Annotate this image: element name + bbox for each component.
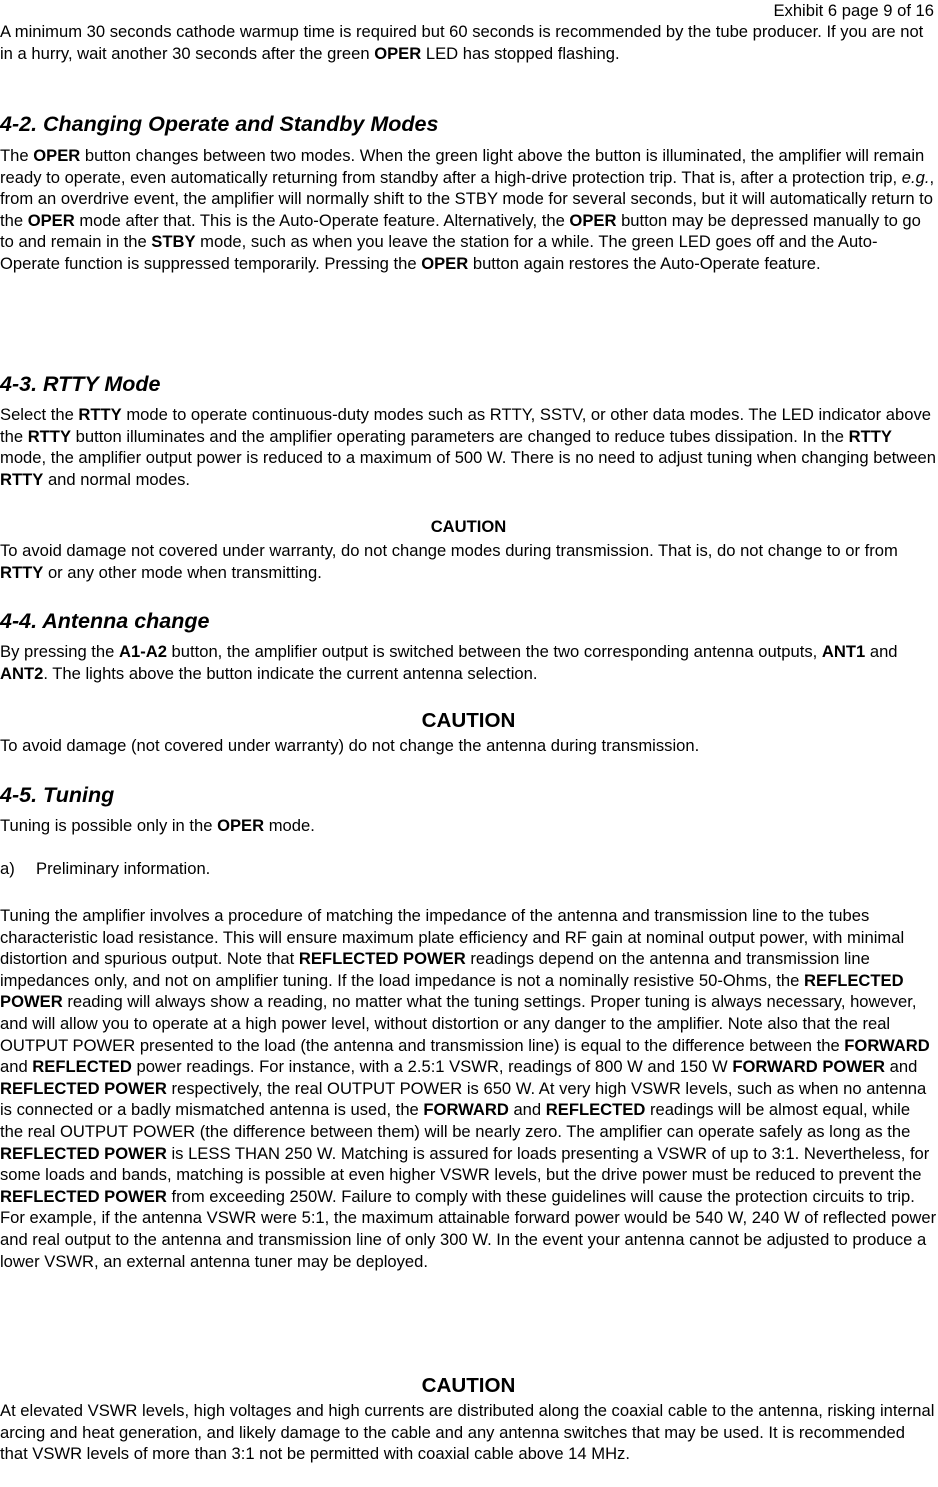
caution-heading-rtty: CAUTION [430, 517, 507, 536]
section-heading-4-4: 4-4. Antenna change [0, 609, 210, 633]
section-heading-4-2: 4-2. Changing Operate and Standby Modes [0, 112, 439, 136]
tuning-details-paragraph: Tuning the amplifier involves a procedure of matching the impedance of the antenna and transmission line to the tubes characteristic load resistance. This will ensure maximum plate efficiency and RF gain at nominal output power, with minimal distortion and spurious output. Note that REFLECTED POWER readings depend on the antenna and transmission line impedances only, and not on amplifier tuning. If the load impedance is not a nominally resistive 50-Ohms, the REFLECTED POWER reading will always show a reading, no matter what the tuning settings. Proper tuning is always necessary, however, and will allow you to operate at a high power level, without distortion or any danger to the amplifier. Note also that the real OUTPUT POWER presented to the load (the antenna and transmission line) is equal to the difference between the FORWARD and REFLECTED power readings. For instance, with a 2.5:1 VSWR, readings of 800 W and 150 W FORWARD POWER and REFLECTED POWER respectively, the real OUTPUT POWER is 650 W. At very high VSWR levels, such as when no antenna is connected or a badly mismatched antenna is used, the FORWARD and REFLECTED readings will be almost equal, while the real OUTPUT POWER (the difference between them) will be nearly zero. The amplifier can operate safely as long as the REFLECTED POWER is LESS THAN 250 W. Matching is assured for loads presenting a VSWR of up to 3:1. Nevertheless, for some loads and bands, matching is possible at even higher VSWR levels, but the drive power must be reduced to prevent the REFLECTED POWER from exceeding 250W. Failure to comply with these guidelines will cause the protection circuits to trip. For example, if the antenna VSWR were 5:1, the maximum attainable forward power would be 540 W, 240 W of reflected power and real output to the antenna and transmission line of only 300 W. In the event your antenna cannot be adjusted to produce a lower VSWR, an external antenna tuner may be deployed. [0, 906, 937, 1271]
list-item [0, 858, 210, 880]
intro-paragraph: A minimum 30 seconds cathode warmup time is required but 60 seconds is recommended by the tube producer. If you are not in a hurry, wait another 30 seconds after the green OPER LED has stopped flashing. [0, 22, 924, 63]
section-heading-4-3: 4-3. RTTY Mode [0, 372, 161, 396]
caution-heading-antenna: CAUTION [421, 709, 516, 732]
caution-text-antenna: To avoid damage (not covered under warranty) do not change the antenna during transmission. [0, 736, 700, 755]
caution-text-rtty: To avoid damage not covered under warranty, do not change modes during transmission. That is, do not change to or from RTTY or any other mode when transmitting. [0, 541, 898, 582]
list-item-text: Preliminary information. [36, 859, 211, 878]
page-header-label: Exhibit 6 page 9 of 16 [773, 1, 934, 20]
antenna-change-paragraph: By pressing the A1-A2 button, the amplifier output is switched between the two corresponding antenna outputs, ANT1 and ANT2. The lights above the button indicate the current antenna selection. [0, 642, 898, 683]
caution-heading-vswr: CAUTION [421, 1374, 516, 1397]
caution-text-vswr: At elevated VSWR levels, high voltages and high currents are distributed along the coaxial cable to the antenna, risking internal arcing and heat generation, and likely damage to the cable and any antenna switches that may be used. It is recommended that VSWR levels of more than 3:1 not be permitted with coaxial cable above 14 MHz. [0, 1401, 935, 1464]
operate-standby-paragraph: The OPER button changes between two modes. When the green light above the button is illuminated, the amplifier will remain ready to operate, even automatically returning from standby after a high-drive protection trip. That is, after a protection trip, e.g., from an overdrive event, the amplifier will normally shift to the STBY mode for several seconds, but it will automatically return to the OPER mode after that. This is the Auto-Operate feature. Alternatively, the OPER button may be depressed manually to go to and remain in the STBY mode, such as when you leave the station for a while. The green LED goes off and the Auto-Operate function is suppressed temporarily. Pressing the OPER button again restores the Auto-Operate feature. [0, 146, 935, 273]
rtty-mode-paragraph: Select the RTTY mode to operate continuous-duty modes such as RTTY, SSTV, or other data modes. The LED indicator above the RTTY button illuminates and the amplifier operating parameters are changed to reduce tubes dissipation. In the RTTY mode, the amplifier output power is reduced to a maximum of 500 W. There is no need to adjust tuning when changing between RTTY and normal modes. [0, 405, 936, 489]
tuning-intro-paragraph: Tuning is possible only in the OPER mode. [0, 816, 315, 835]
section-heading-4-5: 4-5. Tuning [0, 783, 115, 807]
list-item-marker: a) [0, 859, 15, 878]
